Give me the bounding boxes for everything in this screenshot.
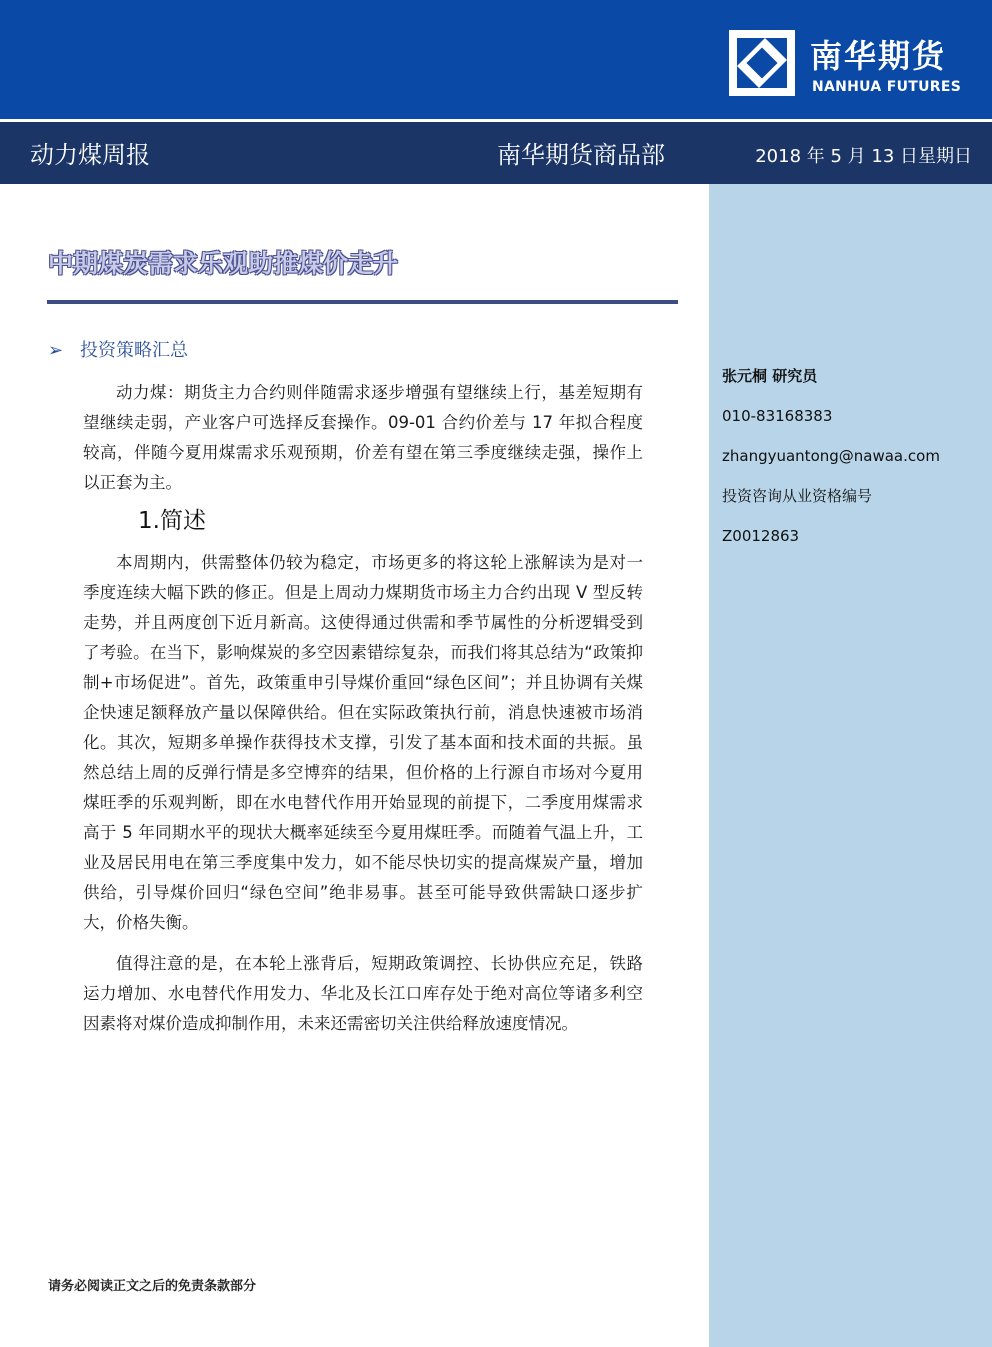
report-name: 动力煤周报: [30, 141, 150, 169]
body-paragraph-2: 值得注意的是，在本轮上涨背后，短期政策调控、长协供应充足，铁路运力增加、水电替代作用发力、华北及长江口库存处于绝对高位等诸多利空因素将对煤价造成抑制作用，未来还需密切关注供给释放速度情况。: [83, 954, 643, 1033]
headline-rule: [47, 300, 678, 304]
analyst-email[interactable]: zhangyuantong@nawaa.com: [722, 447, 940, 465]
strategy-heading: [48, 339, 188, 363]
analyst-phone: 010-83168383: [722, 407, 833, 425]
brand-name-cn: 南华期货: [810, 37, 947, 75]
brand-name-en: NANHUA FUTURES: [812, 79, 962, 95]
disclaimer-note: 请务必阅读正文之后的免责条款部分: [48, 1279, 257, 1294]
analyst-name: 张元桐 研究员: [722, 367, 818, 385]
strategy-heading-text: 投资策略汇总: [80, 340, 188, 361]
license-label: 投资咨询从业资格编号: [722, 487, 873, 505]
arrow-bullet-icon: ➢: [48, 340, 64, 361]
nanhua-logo-icon: [729, 30, 795, 96]
analyst-info: [722, 364, 984, 564]
report-title-bar: [0, 122, 992, 184]
body-paragraph-1: 本周期内，供需整体仍较为稳定，市场更多的将这轮上涨解读为是对一季度连续大幅下跌的修正。但是上周动力煤期货市场主力合约出现 V 型反转走势，并且两度创下近月新高。这使得通过供需和季节属性的分析逻辑受到了考验。在当下，影响煤炭的多空因素错综复杂，而我们将其总结为“政策抑制+市场促进”。首先，政策重申引导煤价重回“绿色区间”；并且协调有关煤企快速足额释放产量以保障供给。但在实际政策执行前，消息快速被市场消化。其次，短期多单操作获得技术支撑，引发了基本面和技术面的共振。虽然总结上周的反弹行情是多空博弈的结果，但价格的上行源自市场对今夏用煤旺季的乐观判断，即在水电替代作用开始显现的前提下，二季度用煤需求高于 5 年同期水平的现状大概率延续至今夏用煤旺季。而随着气温上升，工业及居民用电在第三季度集中发力，如不能尽快切实的提高煤炭产量，增加供给，引导煤价回归“绿色空间”绝非易事。甚至可能导致供需缺口逐步扩大，价格失衡。: [83, 553, 643, 932]
top-banner: [0, 0, 992, 119]
license-number: Z0012863: [722, 527, 800, 545]
report-headline: 中期煤炭需求乐观助推煤价走升: [48, 249, 399, 278]
section-heading: 1.简述: [138, 508, 206, 534]
analyst-sidebar: [709, 184, 992, 1347]
strategy-paragraph: 动力煤：期货主力合约则伴随需求逐步增强有望继续上行，基差短期有望继续走弱，产业客户可选择反套操作。09-01 合约价差与 17 年拟合程度较高，伴随今夏用煤需求乐观预期，价差有望在第三季度继续走强，操作上以正套为主。: [83, 383, 643, 492]
report-date: 2018 年 5 月 13 日星期日: [755, 146, 972, 167]
department-name: 南华期货商品部: [497, 141, 665, 169]
